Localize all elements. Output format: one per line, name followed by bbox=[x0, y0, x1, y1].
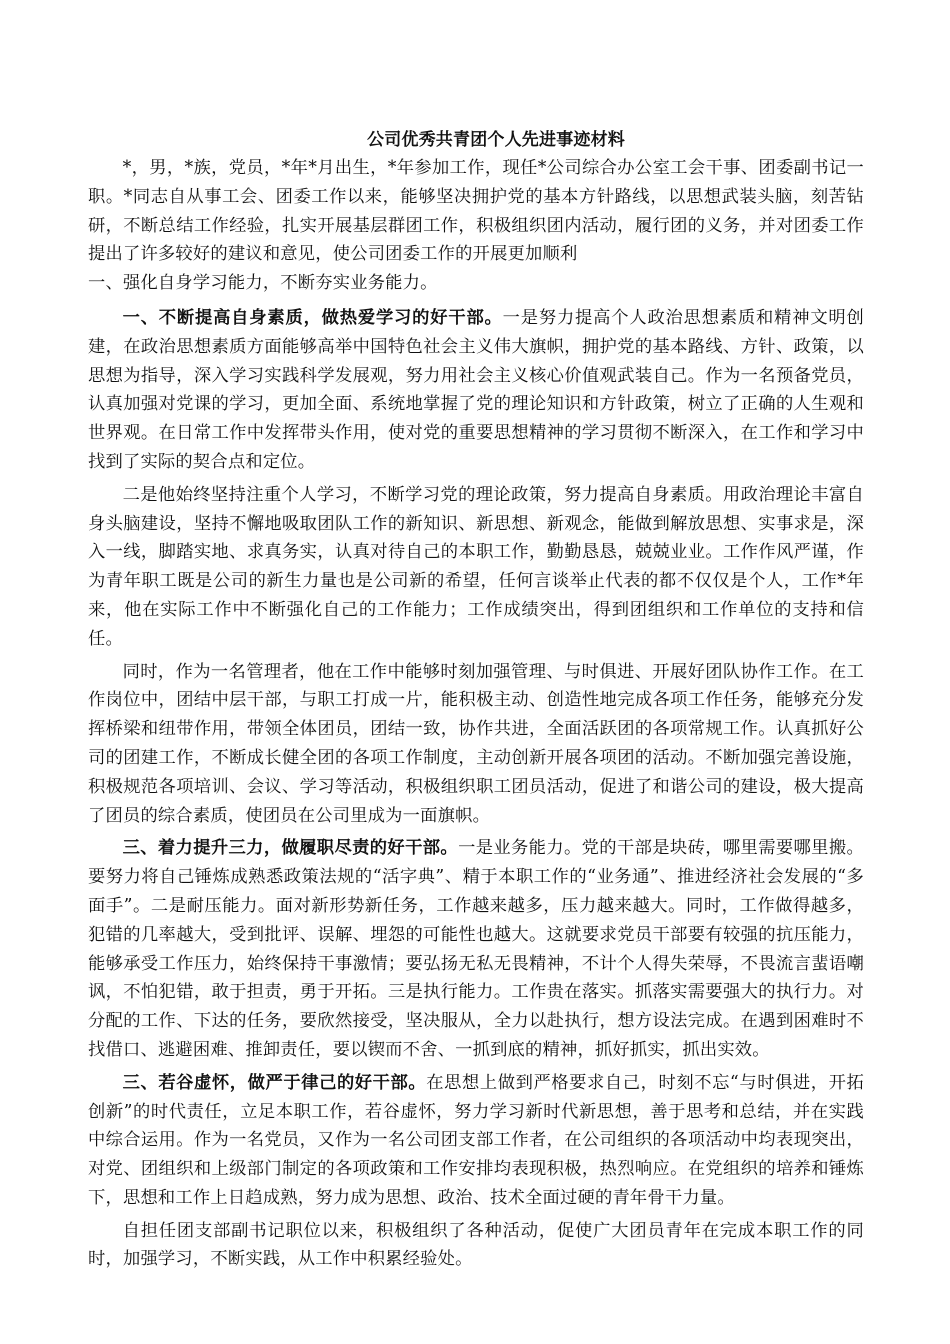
section-1-paragraph-3: 同时，作为一名管理者，他在工作中能够时刻加强管理、与时俱进、开展好团队协作工作。在工作岗位中，团结中层干部，与职工打成一片，能积极主动、创造性地完成各项工作任务，能够充分发挥桥梁和纽带作用，带领全体团员，团结一致，协作共进，全面活跃团的各项常规工作。认真抓好公司的团建工作，不断成长健全团的各项工作制度，主动创新开展各项团的活动。不断加强完善设施，积极规范各项培训、会议、学习等活动，积极组织职工团员活动，促进了和谐公司的建设，极大提高了团员的综合素质，使团员在公司里成为一面旗帜。 bbox=[88, 661, 864, 826]
intro-text: *，男，*族，党员，*年*月出生，*年参加工作，现任*公司综合办公室工会干事、团委副书记一职。*同志自从事工会、团委工作以来，能够坚决拥护党的基本方针路线，以思想武装头脑，刻苦钻研，不断总结工作经验，扎实开展基层群团工作，积极组织团内活动，履行团的义务，并对团委工作提出了许多较好的建议和意见，使公司团委工作的开展更加顺利 bbox=[88, 158, 864, 265]
section-1-paragraph bbox=[88, 304, 864, 477]
section-4-paragraph bbox=[88, 1069, 864, 1213]
intro-subheading: 一、强化自身学习能力，不断夯实业务能力。 bbox=[88, 273, 438, 294]
section-1-paragraph-2: 二是他始终坚持注重个人学习，不断学习党的理论政策，努力提高自身素质。用政治理论丰富自身头脑建设，坚持不懈地吸取团队工作的新知识、新思想、新观念，能做到解放思想、实事求是，深入一线，脚踏实地、求真务实，认真对待自己的本职工作，勤勤恳恳，兢兢业业。工作作风严谨，作为青年职工既是公司的新生力量也是公司新的希望，任何言谈举止代表的都不仅仅是个人，工作*年来，他在实际工作中不断强化自己的工作能力；工作成绩突出，得到团组织和工作单位的支持和信任。 bbox=[88, 484, 864, 649]
section-3-heading: 三、着力提升三力，做履职尽责的好干部。 bbox=[122, 838, 459, 859]
section-1-text: 一是努力提高个人政治思想素质和精神文明创建，在政治思想素质方面能够高举中国特色社会主义伟大旗帜，拥护党的基本路线、方针、政策，以思想为指导，深入学习实践科学发展观，努力用社会主义核心价值观武装自己。作为一名预备党员，认真加强对党课的学习，更加全面、系统地掌握了党的理论知识和方针政策，树立了正确的人生观和世界观。在日常工作中发挥带头作用，使对党的重要思想精神的学习贯彻不断深入，在工作和学习中找到了实际的契合点和定位。 bbox=[88, 307, 864, 472]
intro-paragraph bbox=[88, 154, 864, 298]
section-4-text: 在思想上做到严格要求自己，时刻不忘“与时俱进，开拓创新”的时代责任，立足本职工作，若谷虚怀，努力学习新时代新思想，善于思考和总结，并在实践中综合运用。作为一名党员，又作为一名公司团支部工作者，在公司组织的各项活动中均表现突出，对党、团组织和上级部门制定的各项政策和工作安排均表现积极，热烈响应。在党组织的培养和锤炼下，思想和工作上日趋成熟，努力成为思想、政治、技术全面过硬的青年骨干力量。 bbox=[88, 1072, 864, 1208]
closing-paragraph: 自担任团支部副书记职位以来，积极组织了各种活动，促使广大团员青年在完成本职工作的同时，加强学习，不断实践，从工作中积累经验处。 bbox=[88, 1220, 864, 1270]
section-3-text: 一是业务能力。党的干部是块砖，哪里需要哪里搬。要努力将自己锤炼成熟悉政策法规的“活字典”、精于本职工作的“业务通”、推进经济社会发展的“多面手”。二是耐压能力。面对新形势新任务，工作越来越多，压力越来越大。同时，工作做得越多，犯错的几率越大，受到批评、误解、埋怨的可能性也越大。这就要求党员干部要有较强的抗压能力，能够承受工作压力，始终保持干事激情；要弘扬无私无畏精神，不计个人得失荣辱，不畏流言蜚语嘲讽，不怕犯错，敢于担责，勇于开拓。三是执行能力。工作贵在落实。抓落实需要强大的执行力。对分配的工作、下达的任务，要欣然接受，坚决服从，全力以赴执行，想方设法完成。在遇到困难时不找借口、逃避困难、推卸责任，要以锲而不舍、一抓到底的精神，抓好抓实，抓出实效。 bbox=[88, 838, 864, 1060]
document-page bbox=[88, 126, 864, 1274]
section-3-paragraph bbox=[88, 834, 864, 1064]
section-1-heading: 一、不断提高自身素质，做热爱学习的好干部。 bbox=[122, 307, 503, 328]
section-4-heading: 三、若谷虚怀，做严于律己的好干部。 bbox=[122, 1072, 427, 1093]
document-title: 公司优秀共青团个人先进事迹材料 bbox=[367, 130, 625, 150]
